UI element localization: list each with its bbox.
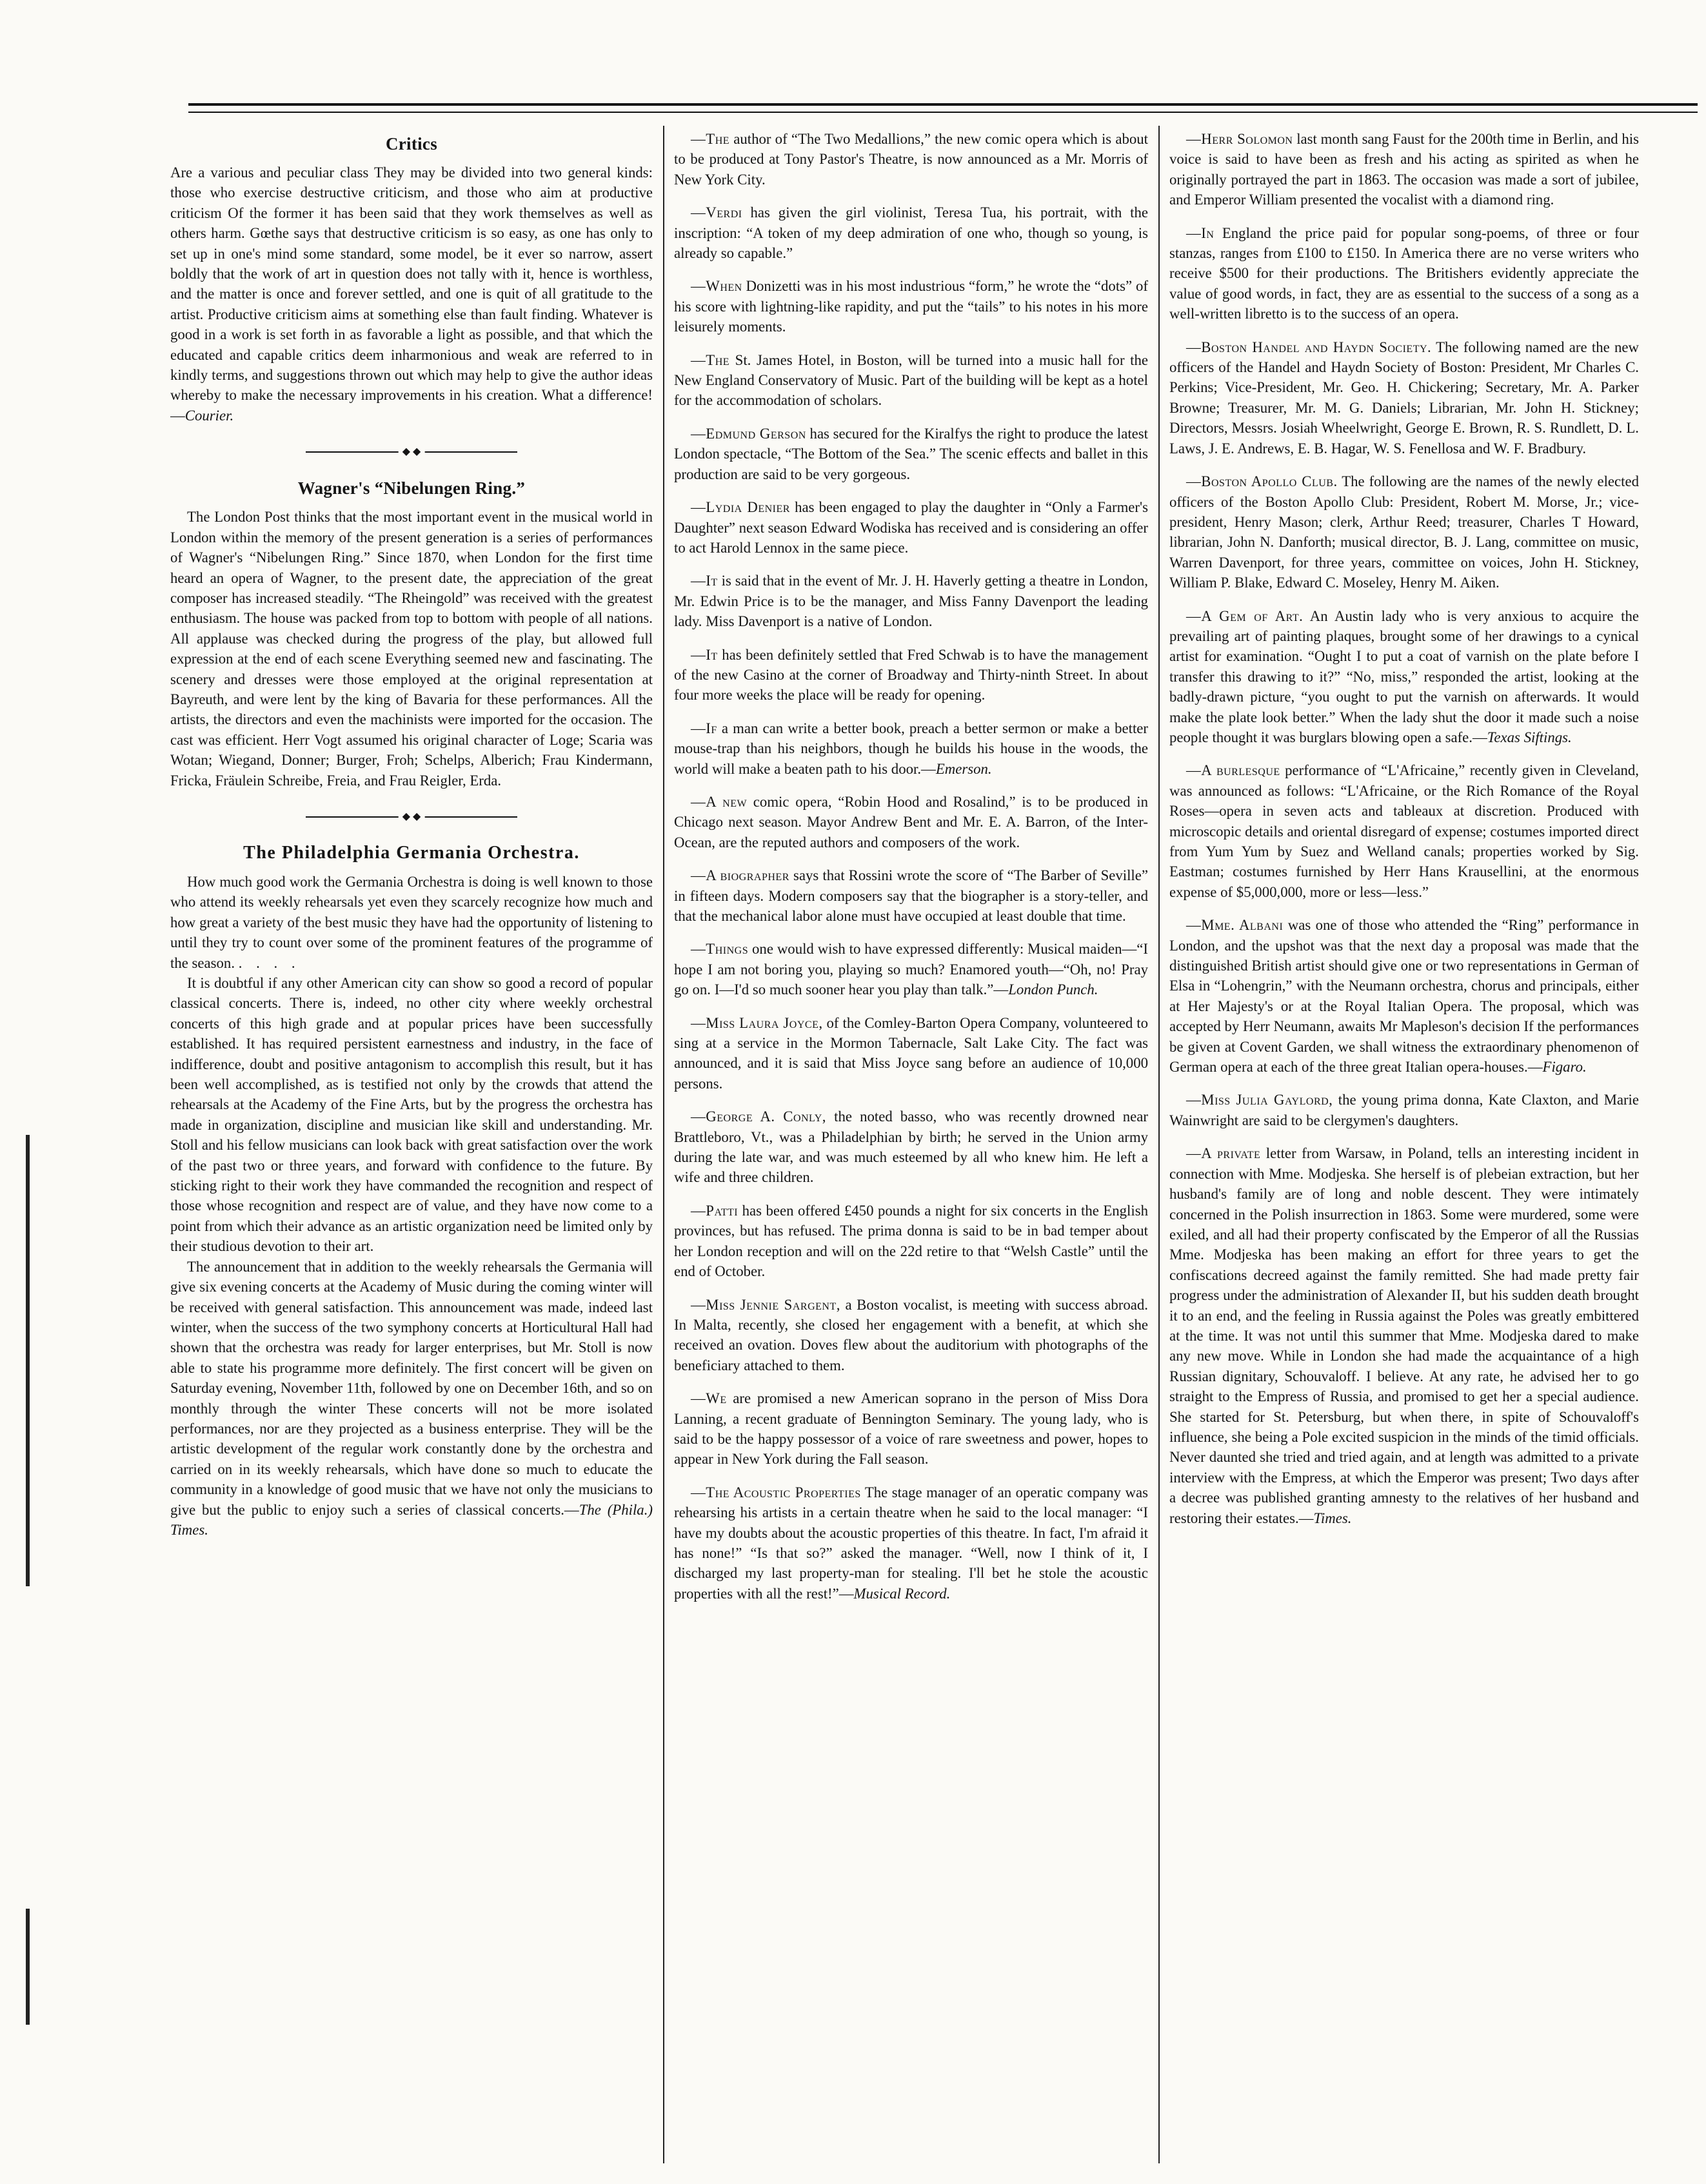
body-text: How much good work the Germania Orchestra is doing is well known to those who attend its weekly rehearsals yet even they scarcely recognize how much and how great a variety of the best music they have had the opportunity of listening to until they try to count over some of the prominent features of the programme of the season. bbox=[170, 873, 653, 971]
item-text: author of “The Two Medallions,” the new comic opera which is about to be produced at Tony Pastor's Theatre, is now announced as a Mr. Morris of New York City. bbox=[674, 131, 1148, 188]
article-paragraph bbox=[170, 872, 653, 973]
item-lead: —Miss Julia Gaylord, bbox=[1186, 1092, 1333, 1108]
news-item bbox=[674, 202, 1148, 263]
item-text: one would wish to have expressed differently: Musical maiden—“I hope I am not boring you, playing so much? Enamored youth—“Oh, no! Pray go on. I—I'd so much sooner hear you play than talk.”— bbox=[674, 941, 1148, 998]
item-lead: —Miss Jennie Sargent, bbox=[691, 1296, 840, 1313]
news-item bbox=[674, 350, 1148, 411]
article-critics bbox=[170, 133, 653, 426]
item-lead: —A burlesque bbox=[1186, 762, 1280, 779]
item-lead: —A biographer bbox=[691, 867, 789, 884]
item-lead: —The bbox=[691, 131, 730, 147]
item-lead: —Lydia Denier bbox=[691, 499, 790, 516]
news-item bbox=[674, 497, 1148, 558]
news-item bbox=[674, 1013, 1148, 1094]
binding-edge-mark bbox=[26, 1135, 30, 1586]
news-item bbox=[674, 129, 1148, 190]
source-credit: London Punch. bbox=[1008, 981, 1098, 998]
news-item bbox=[674, 276, 1148, 337]
source-credit: Musical Record. bbox=[853, 1585, 951, 1602]
item-text: performance of “L'Africaine,” recently given in Cleveland, was announced as follows: “L'Africaine, or the Rich Romance of the Royal Roses—opera in seven acts and tableaux at discretion. Produced with microscopic details and oriental disregard of expense; costumes imported direct from Yum Yum by Suez and Welland canals; properties worked by Sig. Eastman; costumes furnished by Herr Hans Krausellini, at the enormous expense of $5,000,000, more or less—less.” bbox=[1169, 762, 1639, 900]
item-text: has given the girl violinist, Teresa Tua, his portrait, with the inscription: “A token of my deep admiration of one who, though so young, is already so capable.” bbox=[674, 204, 1148, 262]
news-item bbox=[674, 792, 1148, 852]
section-divider: ◆ ◆ bbox=[170, 446, 653, 458]
news-item bbox=[1169, 1090, 1639, 1130]
column-divider bbox=[1158, 126, 1160, 2163]
article-heading: Critics bbox=[385, 134, 438, 153]
news-item bbox=[674, 1107, 1148, 1188]
item-lead: —Edmund Gerson bbox=[691, 425, 806, 442]
news-item bbox=[674, 645, 1148, 705]
item-text: a man can write a better book, preach a better sermon or make a better mouse-trap than his neighbors, though he builds his house in the woods, the world will make a beaten path to his door.— bbox=[674, 720, 1148, 777]
top-rule-thin bbox=[188, 112, 1698, 113]
news-item bbox=[1169, 129, 1639, 210]
item-lead: —Mme. Albani bbox=[1186, 917, 1284, 934]
source-credit: Texas Siftings. bbox=[1487, 729, 1572, 745]
item-text: has been offered £450 pounds a night for six concerts in the English provinces, but has refused. The prima donna is said to be in bad temper about her London reception and will on the 22d retire to that “Welsh Castle” until the end of October. bbox=[674, 1202, 1148, 1280]
item-text: Donizetti was in his most industrious “form,” he wrote the “dots” of his score with lightning-like rapidity, and put the “tails” to his notes in his more leisurely moments. bbox=[674, 278, 1148, 335]
item-text: England the price paid for popular song-poems, of three or four stanzas, ranges from £100 to £150. In America there are no verse writers who receive $500 for their productions. The Britishers evidently appreciate the value of good words, in fact, they are as essential to the success of a song as a well-written libretto is to the success of an opera. bbox=[1169, 224, 1639, 322]
column-divider bbox=[663, 126, 664, 2163]
item-text: says that Rossini wrote the score of “The Barber of Seville” in fifteen days. Modern composers say that the biographer is a story-teller, and that the mechanical labor alone must have occupied at least double that time. bbox=[674, 867, 1148, 924]
item-lead: —A private bbox=[1186, 1145, 1261, 1162]
item-lead: —A Gem of Art. bbox=[1186, 607, 1304, 624]
news-item bbox=[674, 1388, 1148, 1470]
item-text: has been engaged to play the daughter in “Only a Farmer's Daughter” next season Edward Wodiska has received and is considering an offer to act Harold Lennox in the same piece. bbox=[674, 499, 1148, 556]
item-lead: —We bbox=[691, 1390, 727, 1407]
item-text: a Boston vocalist, is meeting with success abroad. In Malta, recently, she closed her engagement with a benefit, at which she received an ovation. Doves flew about the auditorium with photographs of the beneficiary attached to them. bbox=[674, 1296, 1148, 1373]
item-lead: —If bbox=[691, 720, 717, 736]
article-heading: The Philadelphia Germania Orchestra. bbox=[243, 842, 580, 863]
source-credit: Courier. bbox=[184, 407, 234, 424]
item-text: the young prima donna, Kate Claxton, and Marie Wainwright are said to be clergymen's daughters. bbox=[1169, 1092, 1639, 1128]
news-item bbox=[1169, 1143, 1639, 1528]
column-middle bbox=[674, 129, 1148, 1617]
body-text: Are a various and peculiar class They may be divided into two general kinds: those who exercise destructive criticism, and those who aim at productive criticism Of the former it has been said that they work themselves as well as others harm. Gœthe says that destructive criticism is so easy, as one has only to set up in one's mind some standard, some model, be it ever so narrow, assert boldly that the work of art in question does not tally with it, hence is worthless, and the matter is once and forever settled, and one is quit of all gratitude to the artist. Productive criticism aims at something else than fault finding. Whatever is good in a work is set forth in as favorable a light as possible, and that which the educated and capable critics deem inharmonious and weak are referred to in kindly terms, and suggestions thrown out which may help to give the author ideas whereby to make the necessary improvements in his creation. What a difference!— bbox=[170, 164, 653, 424]
news-item bbox=[674, 1482, 1148, 1604]
item-text: was one of those who attended the “Ring” performance in London, and the upshot was that the next day a proposal was made that the distinguished British artist should give one or two representations in German of Elsa in “Lohengrin,” with the Neumann orchestra, chorus and principals, either at Her Majesty's or at the Royal Italian Opera. The proposal, which was accepted by Herr Neumann, awaits Mr Mapleson's decision If the performances be given at Covent Garden, we shall witness the extraordinary phenomenon of German opera at each of the three great Italian opera-houses.— bbox=[1169, 917, 1639, 1076]
item-lead: —It bbox=[691, 646, 718, 663]
article-wagner bbox=[170, 477, 653, 791]
news-item bbox=[1169, 223, 1639, 324]
item-text: is said that in the event of Mr. J. H. Haverly getting a theatre in London, Mr. Edwin Price is to be the manager, and Miss Fanny Davenport the leading lady. Miss Davenport is a native of London. bbox=[674, 573, 1148, 630]
item-lead: —A new bbox=[691, 793, 748, 810]
item-text: of the Comley-Barton Opera Company, volunteered to sing at a service in the Mormon Tabernacle, Salt Lake City. The fact was announced, and it is said that Miss Joyce sang before an audience of 10,000 persons. bbox=[674, 1014, 1148, 1092]
article-paragraph bbox=[170, 1257, 653, 1540]
news-item bbox=[674, 939, 1148, 999]
item-lead: —The Acoustic Properties bbox=[691, 1484, 861, 1500]
item-lead: —Patti bbox=[691, 1202, 739, 1219]
item-text: last month sang Faust for the 200th time in Berlin, and his voice is said to have been as fresh and his acting as spirited as when he originally portrayed the part in 1863. The occasion was made a sort of jubilee, and Emperor William presented the vocalist with a diamond ring. bbox=[1169, 131, 1639, 208]
item-text: are promised a new American soprano in the person of Miss Dora Lanning, a recent graduate of Bennington Seminary. The young lady, who is said to be the happy possessor of a voice of rare sweetness and power, hopes to appear in New York during the Fall season. bbox=[674, 1390, 1148, 1468]
item-text: has been definitely settled that Fred Schwab is to have the management of the new Casino at the corner of Broadway and Thirty-ninth Street. In about four more weeks the place will be ready for opening. bbox=[674, 646, 1148, 703]
item-lead: —Miss Laura Joyce, bbox=[691, 1014, 823, 1031]
item-lead: —Herr Solomon bbox=[1186, 131, 1293, 147]
source-credit: Emerson. bbox=[935, 760, 992, 777]
article-body: The London Post thinks that the most important event in the musical world in London within the memory of the present generation is a series of performances of Wagner's “Nibelungen Ring.” Since 1870, when London for the first time heard an opera of Wagner, to the present date, the appreciation of the great composer has increased steadily. “The Rheingold” was received with the greatest enthusiasm. The house was packed from top to bottom with people of all nations. All applause was checked during the progress of the play, but allowed full expression at the end of each scene Everything seemed new and fascinating. The scenery and dresses were those employed at the original representation at Bayreuth, and were lent by the king of Bavaria for these performances. All the artists, the directors and even the machinists were imported for the occasion. The cast was efficient. Herr Vogt assumed his original character of Loge; Scaria was Wotan; Wiegand, Donner; Burger, Froh; Schelps, Alberich; Frau Kindermann, Fricka, Fräulein Schreibe, Freia, and Frau Reigler, Erda. bbox=[170, 509, 653, 789]
news-item bbox=[674, 424, 1148, 484]
news-item bbox=[1169, 606, 1639, 748]
item-text: An Austin lady who is very anxious to acquire the prevailing art of painting plaques, brought some of her drawings to a cynical artist for examination. “Ought I to put a coat of varnish on the plate before I transfer this drawing to it?” “No, miss,” responded the artist, looking at the badly-drawn picture, “you ought to put the varnish on afterwards. It would make the plate look better.” When the lady shut the door it made such a noise people thought it was burglars blowing open a safe.— bbox=[1169, 607, 1639, 745]
news-item bbox=[674, 718, 1148, 779]
item-text: St. James Hotel, in Boston, will be turned into a music hall for the New England Conservatory of Music. Part of the building will be kept as a hotel for the accommodation of scholars. bbox=[674, 351, 1148, 409]
news-item bbox=[1169, 760, 1639, 902]
item-lead: —Boston Handel and Haydn Society. bbox=[1186, 339, 1432, 355]
item-lead: —George A. Conly, bbox=[691, 1108, 826, 1125]
body-text: The announcement that in addition to the weekly rehearsals the Germania will give six evening concerts at the Academy of Music during the coming winter will be received with general satisfaction. This announcement was made, indeed last winter, when the success of the two symphony concerts at Horticultural Hall had shown that the orchestra was ready for larger enterprises, but Mr. Stoll is now able to state his programme more definitely. The first concert will be given on Saturday evening, November 11th, followed by one on December 16th, and so on monthly through the winter These concerts will not be more isolated performances, nor are they projected as a business enterprise. They will be the artistic development of the regular work constantly done by the orchestra and carried on in its weekly rehearsals, which have done so much to educate the community in a knowledge of good music that we have not only the musicians to give but the public to enjoy such a series of classical concerts.— bbox=[170, 1258, 653, 1518]
source-credit: The (Phila.) Times. bbox=[170, 1501, 653, 1538]
news-item bbox=[674, 571, 1148, 631]
item-lead: —Boston Apollo Club. bbox=[1186, 473, 1338, 490]
top-rule bbox=[188, 103, 1698, 106]
article-germania bbox=[170, 842, 653, 1540]
binding-edge-mark bbox=[26, 1909, 30, 2025]
item-lead: —Things bbox=[691, 941, 749, 958]
item-lead: —In bbox=[1186, 224, 1215, 241]
item-lead: —It bbox=[691, 573, 718, 589]
column-left bbox=[170, 129, 653, 1540]
item-text: has secured for the Kiralfys the right to produce the latest London spectacle, “The Bottom of the Sea.” The scenic effects and ballet in this production are said to be very gorgeous. bbox=[674, 425, 1148, 482]
item-text: the noted basso, who was recently drowned near Brattleboro, Vt., was a Philadelphian by birth; he served in the Union army during the late war, and was much esteemed by all who knew him. He left a wife and three children. bbox=[674, 1108, 1148, 1186]
news-item bbox=[674, 1295, 1148, 1376]
article-body bbox=[170, 162, 653, 426]
news-item bbox=[1169, 337, 1639, 458]
item-text: The following are the names of the newly elected officers of the Boston Apollo Club: President, Robert M. Morse, Jr.; vice-president, Henry Mason; clerk, Arthur Reed; treasurer, Charles T Howard, librarian, John N. Danforth; musical director, B. J. Lang, committee on music, Warren Davenport, for three years, committee on voices, John H. Stickney, William P. Blake, Edward C. Moseley, Henry M. Aiken. bbox=[1169, 473, 1639, 591]
source-credit: Figaro. bbox=[1542, 1059, 1587, 1076]
item-lead: —Verdi bbox=[691, 204, 742, 221]
item-lead: —When bbox=[691, 278, 742, 295]
column-right bbox=[1169, 129, 1639, 1541]
news-item bbox=[674, 865, 1148, 926]
article-heading: Wagner's “Nibelungen Ring.” bbox=[297, 478, 526, 498]
item-text: letter from Warsaw, in Poland, tells an interesting incident in connection with Mme. Modjeska. She herself is of plebeian extraction, but her husband's family are of long and noble descent. They were intimately concerned in the Polish insurrection in 1863. Some were murdered, some were exiled, and all had their property confiscated by the Emperor of all the Russias Mme. Modjeska has been making an effort for three years to get the confiscations decreed against the family remitted. She had made pretty fair progress under the administration of Alexander II, but his sudden death brought it to an end, and the feeling in Russia against the Poles was greatly embittered at the time. It was not until this summer that Mme. Modjeska dared to make any new move. While in London she had made the acquaintance of a high Russian dignitary, Schouvaloff. I believe. At any rate, he advised her to go straight to the Empress of Russia, and promised to get her a special audience. She started for St. Petersburg, but when there, in spite of Schouvaloff's influence, she being a Pole excited suspicion in the minds of the timid officials. Never daunted she tried and tried again, and at length was admitted to a private interview with the Empress, at which the Emperor was present; Two days after a decree was published granting amnesty to the relatives of her husband and restoring their estates.— bbox=[1169, 1145, 1639, 1526]
section-divider: ◆ ◆ bbox=[170, 811, 653, 823]
item-text: comic opera, “Robin Hood and Rosalind,” is to be produced in Chicago next season. Mayor Andrew Bent and Mr. E. A. Barron, of the Inter-Ocean, are the reputed authors and composers of the work. bbox=[674, 793, 1148, 851]
source-credit: Times. bbox=[1313, 1510, 1352, 1526]
item-text: The stage manager of an operatic company was rehearsing his artists in a certain theatre when he said to the local manager: “I have my doubts about the acoustic properties of this theatre. In fact, I'm afraid it has none!” “Is that so?” asked the manager. “Well, now I think of it, I discharged my last property-man for stealing. I'll bet he stole the acoustic properties with all the rest!”— bbox=[674, 1484, 1148, 1602]
news-item bbox=[1169, 915, 1639, 1077]
item-lead: —The bbox=[691, 351, 730, 368]
news-item bbox=[674, 1201, 1148, 1282]
item-text: The following named are the new officers of the Handel and Haydn Society of Boston: President, Mr Charles C. Perkins; Vice-President, Mr. Geo. H. Chickering; Secretary, Mr. A. Parker Browne; Treasurer, Mr. M. G. Daniels; Librarian, Mr. John H. Stickney; Directors, Messrs. Josiah Wheelwright, George E. Brown, R. S. Rundlett, D. L. Laws, J. E. Andrews, E. B. Hagar, W. S. Fenellosa and W. F. Bradbury. bbox=[1169, 339, 1639, 457]
article-paragraph: It is doubtful if any other American city can show so good a record of popular classical concerts. There is, indeed, no other city where weekly orchestral concerts of this high grade and at popular prices have been successfully established. It has required persistent earnestness and industry, in the face of indifference, doubt and positive antagonism to accomplish this result, but it has been well accomplished, as is testified not only by the crowds that attend the rehearsals at the Academy of the Fine Arts, but by the progress the orchestra has made in organization, discipline and musician like skill and understanding. Mr. Stoll and his fellow musicians can look back with great satisfaction over the work of the past two or three years, and forward with confidence to the future. By sticking right to their work they have commanded the recognition and respect of those whose recognition and respect are of value, and they have now come to a point from which their advance as an artistic organization need be limited only by their studious devotion to their art. bbox=[170, 975, 653, 1255]
ellipsis: . . . . bbox=[238, 954, 301, 971]
news-item bbox=[1169, 471, 1639, 593]
